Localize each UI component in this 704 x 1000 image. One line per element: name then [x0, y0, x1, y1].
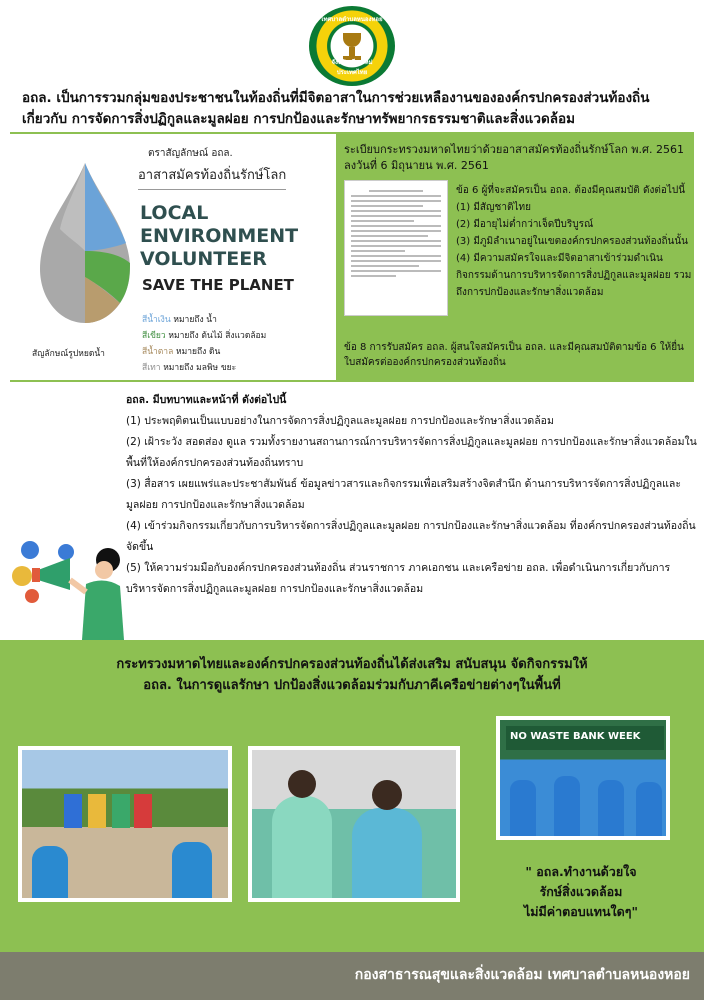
clause-8: ข้อ 8 การรับสมัคร อถล. ผู้สนใจสมัครเป็น อถล. และมีคุณสมบัติตามข้อ 6 ให้ยื่นใบสมัครต่อองค์กรปกครองส่วนท้องถิ่น	[344, 342, 684, 368]
photo-waste-bank-week	[496, 716, 670, 840]
doc-line	[351, 200, 441, 202]
logo-card-caption: สัญลักษณ์รูปหยดน้ำ	[32, 349, 105, 359]
doc-line	[351, 270, 441, 272]
big-title-line: LOCAL	[140, 202, 209, 224]
person-head	[288, 770, 316, 798]
big-title-line: VOLUNTEER	[140, 248, 267, 270]
role-item: (3) สื่อสาร เผยแพร่และประชาสัมพันธ์ ข้อมูลข่าวสารและกิจกรรมเพื่อเสริมสร้างจิตสำนึก ด้านการบริหารจัดการสิ่งปฏิกูลและมูลฝอย การปกป้องและรักษาสิ่งแวดล้อม	[126, 478, 681, 511]
person	[554, 776, 580, 836]
logo-card-label: ตราสัญลักษณ์ อถล.	[148, 148, 233, 159]
person	[636, 782, 662, 836]
clause-6-item: (3) มีภูมิลำเนาอยู่ในเขตองค์กรปกครองส่วนท้องถิ่นนั้น	[456, 236, 689, 247]
legend-meaning: หมายถึง ดิน	[175, 347, 221, 357]
doc-line	[351, 235, 428, 237]
doc-line	[351, 245, 441, 247]
clause-6-item: (4) มีความสมัครใจและมีจิตอาสาเข้าร่วมดำเนิน กิจกรรมด้านการบริหารจัดการสิ่งปฏิกูลและมูลฝอย รวมถึงการปกป้องและรักษาสิ่งแวดล้อม	[456, 253, 692, 298]
regulation-title	[344, 142, 684, 174]
legend-meaning: หมายถึง มลพิษ ขยะ	[163, 363, 237, 373]
clause-6-item: (1) มีสัญชาติไทย	[456, 202, 531, 213]
quote-line-3: ไม่มีค่าตอบแทนใดๆ"	[524, 904, 638, 919]
doc-line	[351, 210, 441, 212]
legend-color-name: สีเขียว	[142, 331, 166, 341]
legend-item	[142, 360, 266, 376]
photo-volunteers-working	[248, 746, 460, 902]
doc-line	[351, 250, 405, 252]
bin-red	[134, 794, 152, 828]
footer-bar	[0, 952, 704, 1000]
roles-section	[126, 390, 700, 600]
headline-line-2: เกี่ยวกับ การจัดการสิ่งปฏิกูลและมูลฝอย การปกป้องและรักษาทรัพยากรธรรมชาติและสิ่งแวดล้อม	[22, 111, 575, 127]
doc-line	[351, 260, 441, 262]
logo-card-title: อาสาสมัครท้องถิ่นรักษ์โลก	[138, 164, 286, 190]
seal-bottom-text: จังหวัดเชียงใหม่ ประเทศไทย	[331, 59, 373, 76]
role-item: (2) เฝ้าระวัง สอดส่อง ดูแล รวมทั้งรายงานสถานการณ์การบริหารจัดการสิ่งปฏิกูลและมูลฝอย การปกป้องและรักษาสิ่งแวดล้อมในพื้นที่ให้องค์กรปกครองส่วนท้องถิ่นทราบ	[126, 436, 697, 469]
role-item: (1) ประพฤติตนเป็นแบบอย่างในการจัดการสิ่งปฏิกูลและมูลฝอย การปกป้องและรักษาสิ่งแวดล้อม	[126, 415, 554, 427]
roles-title: อถล. มีบทบาทและหน้าที่ ดังต่อไปนี้	[126, 394, 287, 406]
legend-item	[142, 328, 266, 344]
person	[172, 842, 212, 898]
volunteer-quote	[476, 862, 686, 922]
person	[598, 780, 624, 836]
save-the-planet-text: SAVE THE PLANET	[142, 276, 294, 294]
doc-line	[369, 190, 423, 192]
big-title-line: ENVIRONMENT	[140, 225, 299, 247]
footer-department: กองสาธารณสุขและสิ่งแวดล้อม เทศบาลตำบลหนองหอย	[354, 967, 690, 983]
role-item: (5) ให้ความร่วมมือกับองค์กรปกครองส่วนท้องถิ่น ส่วนราชการ ภาคเอกชน และเครือข่าย อถล. เพื่อดำเนินการเกี่ยวกับการบริหารจัดการสิ่งปฏิกูลและมูลฝอย การปกป้องและรักษาสิ่งแวดล้อม	[126, 562, 671, 595]
doc-line	[351, 240, 441, 242]
role-item: (4) เข้าร่วมกิจกรรมเกี่ยวกับการบริหารจัดการสิ่งปฏิกูลและมูลฝอย การปกป้องและรักษาสิ่งแวดล้อม ที่องค์กรปกครองส่วนท้องถิ่นจัดขึ้น	[126, 520, 696, 553]
seal-top-text: เทศบาลตำบลหนองหอย	[321, 16, 383, 23]
legend-color-name: สีน้ำตาล	[142, 347, 174, 357]
doc-line	[351, 265, 419, 267]
band-headline-line-1: กระทรวงมหาดไทยและองค์กรปกครองส่วนท้องถิ่นได้ส่งเสริม สนับสนุน จัดกิจกรรมให้	[116, 657, 588, 672]
volunteer-logo-card	[10, 134, 336, 380]
clause-6-intro: ข้อ 6 ผู้ที่จะสมัครเป็น อถล. ต้องมีคุณสมบัติ ดังต่อไปนี้	[456, 185, 686, 196]
doc-line	[351, 275, 396, 277]
doc-line	[351, 205, 423, 207]
quote-line-1: " อถล.ทำงานด้วยใจ	[525, 864, 637, 879]
bin-yellow	[88, 794, 106, 828]
bin-green	[112, 794, 130, 828]
seal-cup-icon	[343, 33, 361, 47]
regulation-title-line-1: ระเบียบกระทรวงมหาดไทยว่าด้วยอาสาสมัครท้องถิ่นรักษ์โลก พ.ศ. 2561	[344, 143, 684, 156]
regulation-document-thumbnail	[344, 180, 448, 316]
doc-line	[351, 255, 441, 257]
doc-line	[351, 220, 414, 222]
person	[32, 846, 68, 898]
clause-6	[456, 182, 692, 301]
municipality-seal	[309, 6, 395, 86]
color-legend	[142, 312, 266, 376]
regulation-title-line-2: ลงวันที่ 6 มิถุนายน พ.ศ. 2561	[344, 159, 489, 172]
doc-line	[351, 195, 441, 197]
water-drop-icon	[30, 159, 140, 329]
person	[272, 796, 332, 900]
legend-color-name: สีเทา	[142, 363, 161, 373]
legend-meaning: หมายถึง น้ำ	[173, 315, 217, 325]
photo-recycling-bins	[18, 746, 232, 902]
logo-card-big-title	[140, 202, 298, 271]
page-headline	[22, 88, 694, 130]
clause-6-item: (2) มีอายุไม่ต่ำกว่าเจ็ดปีบริบูรณ์	[456, 219, 594, 230]
doc-line	[351, 230, 441, 232]
quote-line-2: รักษ์สิ่งแวดล้อม	[539, 884, 623, 899]
legend-item	[142, 312, 266, 328]
legend-meaning: หมายถึง ต้นไม้ สิ่งแวดล้อม	[168, 331, 267, 341]
bin-blue	[64, 794, 82, 828]
person	[352, 808, 422, 900]
doc-line	[351, 215, 441, 217]
band-headline-line-2: อถล. ในการดูแลรักษา ปกป้องสิ่งแวดล้อมร่วมกับภาคีเครือข่ายต่างๆในพื้นที่	[143, 678, 561, 693]
person	[510, 780, 536, 836]
person-head	[372, 780, 402, 810]
headline-line-1: อถล. เป็นการรวมกลุ่มของประชาชนในท้องถิ่นที่มีจิตอาสาในการช่วยเหลืองานขององค์กรปกครองส่วนท้องถิ่น	[22, 90, 650, 106]
legend-color-name: สีน้ำเงิน	[142, 315, 171, 325]
woman-megaphone-illustration	[8, 540, 128, 640]
doc-line	[351, 225, 441, 227]
legend-item	[142, 344, 266, 360]
waste-bank-banner: NO WASTE BANK WEEK	[506, 726, 664, 750]
band-headline	[20, 654, 684, 696]
